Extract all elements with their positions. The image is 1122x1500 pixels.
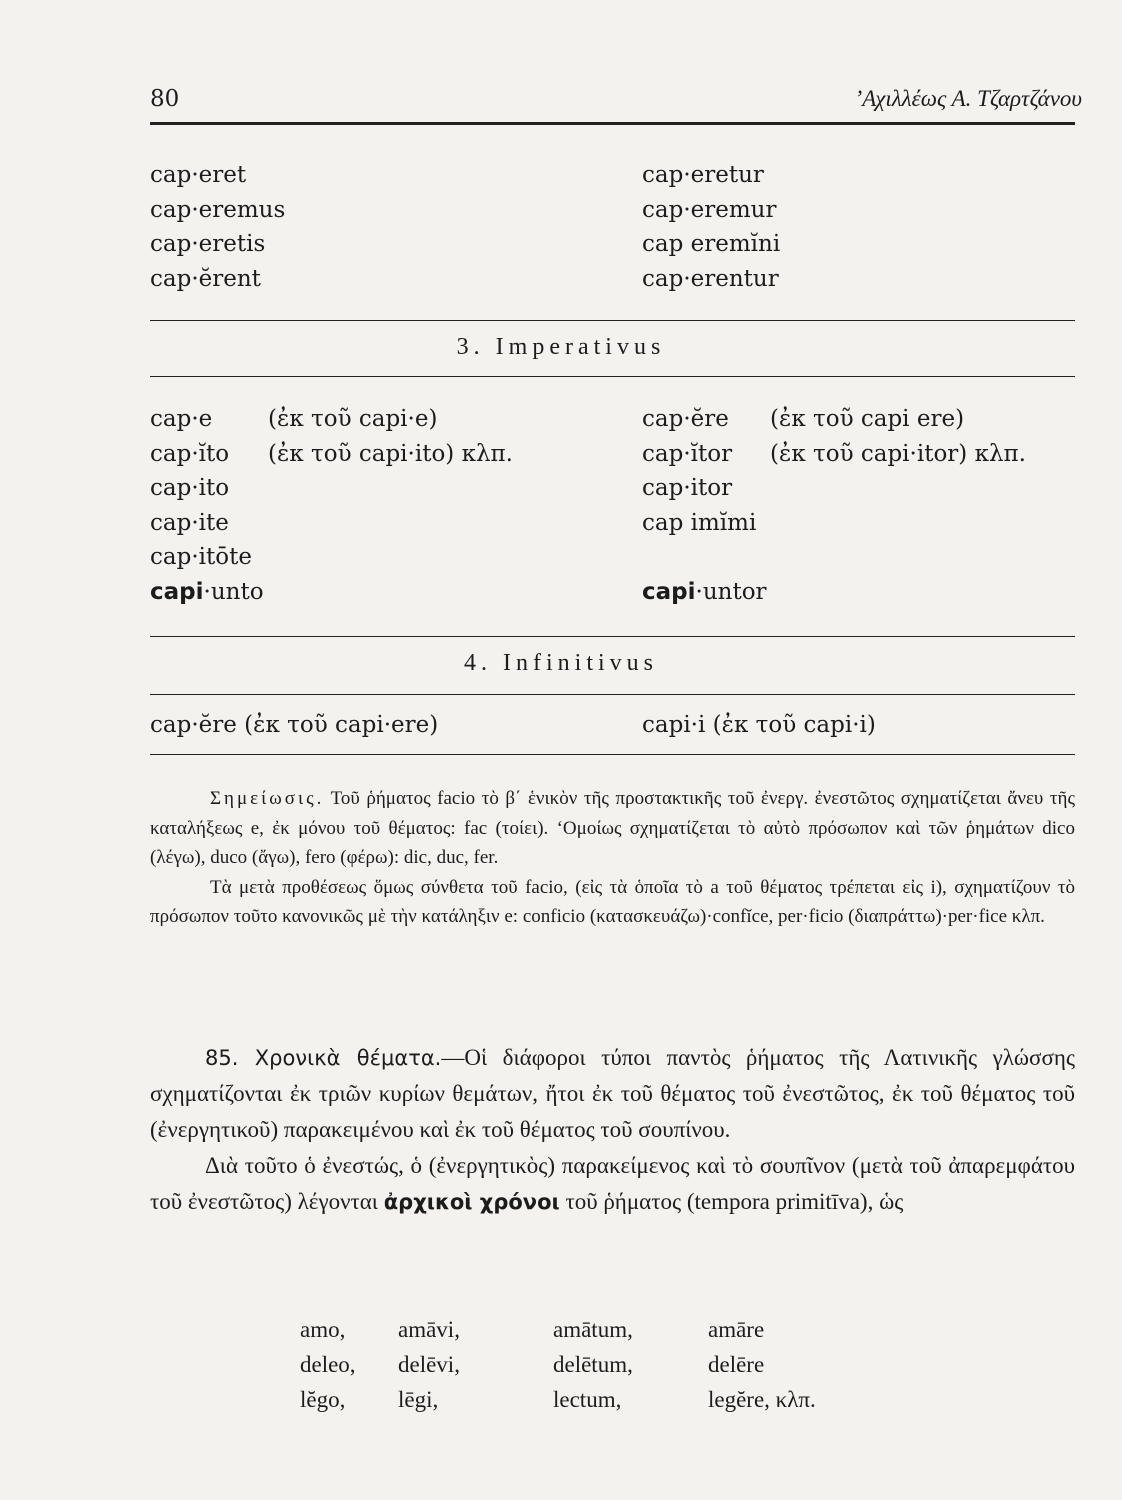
table-cell: amāvi, xyxy=(398,1316,460,1342)
subjunctive-passive-column xyxy=(642,158,780,296)
section-paragraph xyxy=(150,1040,1075,1148)
bold-stem: capi xyxy=(642,578,696,605)
note-text: Τοῦ ῥήματος facio τὸ β΄ ἑνικὸν τῆς προστακτικῆς τοῦ ἐνεργ. ἐνεστῶτος σχηματίζεται ἄνευ τῆς καταλήξεως e, ἐκ μόνου τοῦ θέματος: fac (τοίει). ‘Ομοίως σχηματίζεται τὸ αὐτὸ πρόσωπον καὶ τῶν ῥημάτων dico (λέγω), duco (ἄγω), fero (φέρω): dic, duc, fer. xyxy=(150,788,1075,868)
table-rule xyxy=(150,376,1075,377)
subjunctive-active-column xyxy=(150,158,285,296)
bold-term: ἀρχικοὶ χρόνοι xyxy=(383,1190,560,1214)
form-line: cap eremĭni xyxy=(642,231,781,257)
form-line: cap·erentur xyxy=(642,265,779,292)
section-paragraph xyxy=(150,1148,1075,1220)
running-title: ’Αχιλλέως Α. Τζαρτζάνου xyxy=(854,86,1082,111)
table-rule xyxy=(150,694,1075,695)
paragraph-text: Διὰ τοῦτο ὁ ἐνεστώς, ὁ (ἐνεργητικὸς) παρακείμενος καὶ τὸ σουπῖνον (μετὰ τοῦ ἀπαρεμφάτου τοῦ ἐνεστῶτος) λέγονται xyxy=(150,1153,1075,1214)
form-line: cap imĭmi xyxy=(642,509,757,536)
table-row xyxy=(300,1347,816,1382)
form-line: cap·eretur xyxy=(642,162,764,188)
table-cell: delēre xyxy=(708,1351,765,1377)
section-title-infinitivus: 4. Infinitivus xyxy=(464,650,658,676)
page-number: 80 xyxy=(150,86,180,112)
table-rule xyxy=(150,754,1075,755)
imperativus-passive-forms xyxy=(642,402,767,609)
form-line: cap·ĭtor xyxy=(642,440,733,467)
table-cell: deleo, xyxy=(300,1351,356,1377)
section-85 xyxy=(150,1040,1075,1220)
paragraph-text: τοῦ ῥήματος (tempora primitīva), ὡς xyxy=(565,1189,904,1214)
note-paragraph xyxy=(150,784,1075,873)
form-line: cap·ĕrent xyxy=(150,265,261,292)
form-line: cap·e xyxy=(150,406,213,432)
form-line: cap·itōte xyxy=(150,544,252,570)
imperativus-active-notes xyxy=(268,402,513,471)
note-paragraph xyxy=(150,873,1075,932)
form-line: cap·ĕre (ἐκ τοῦ capi·ere) xyxy=(150,712,439,738)
table-cell: delētum, xyxy=(553,1351,633,1377)
imperativus-passive-notes xyxy=(770,402,1026,471)
ending: ·unto xyxy=(203,578,264,605)
section-heading: 85. Χρονικὰ θέματα. xyxy=(205,1046,442,1070)
table-cell: lectum, xyxy=(553,1386,622,1412)
principal-parts-table xyxy=(300,1312,816,1417)
form-line: cap·eret xyxy=(150,162,247,188)
form-line: cap·eremus xyxy=(150,196,286,223)
header-rule xyxy=(150,122,1075,125)
table-row xyxy=(300,1312,816,1347)
imperativus-active-forms xyxy=(150,402,264,609)
paragraph-text: —Οἱ διάφοροι τύποι παντὸς ῥήματος τῆς Λατινικῆς γλώσσης σχηματίζονται ἐκ τριῶν κυρίων θεμάτων, ἤτοι ἐκ τοῦ θέματος τοῦ ἐνεστῶτος, ἐκ τοῦ θέματος τοῦ (ἐνεργητικοῦ) παρακειμένου καὶ ἐκ τοῦ θέματος τοῦ σουπίνου. xyxy=(150,1045,1075,1142)
section-title-imperativus: 3. Imperativus xyxy=(456,334,666,360)
table-rule xyxy=(150,636,1075,637)
form-note: (ἐκ τοῦ capi·e) xyxy=(268,406,438,432)
ending: ·untor xyxy=(695,578,767,605)
table-cell: amātum, xyxy=(553,1316,633,1342)
table-cell: delēvi, xyxy=(398,1351,460,1377)
form-line: cap·ite xyxy=(150,509,229,536)
form-line: cap·eremur xyxy=(642,196,777,223)
form-line: cap·ĕre xyxy=(642,406,729,432)
table-rule xyxy=(150,320,1075,321)
form-note: (ἐκ τοῦ capi·ito) κλπ. xyxy=(268,440,513,467)
form-line: capi·i (ἐκ τοῦ capi·i) xyxy=(642,712,876,738)
note-block xyxy=(150,784,1075,932)
infinitivus-active xyxy=(150,708,438,743)
table-cell: amāre xyxy=(708,1316,765,1342)
table-cell: lēgi, xyxy=(398,1386,439,1412)
bold-stem: capi xyxy=(150,578,204,605)
note-label: Σημείωσις. xyxy=(210,788,325,809)
table-cell: legĕre, κλπ. xyxy=(708,1386,816,1412)
infinitivus-passive xyxy=(642,708,876,743)
form-line: cap·ĭto xyxy=(150,440,230,467)
note-text: Τὰ μετὰ προθέσεως ὅμως σύνθετα τοῦ facio, (εἰς τὰ ὁποῖα τὸ a τοῦ θέματος τρέπεται εἰς i), σχηματίζουν τὸ πρόσωπον τοῦτο κανονικῶς μὲ τὴν κατάληξιν e: conficio (κατασκευάζω)·confĭce, per·ficio (διαπράττω)·per·fice κλπ. xyxy=(150,876,1075,927)
form-line xyxy=(150,575,264,610)
table-cell: lĕgo, xyxy=(300,1386,346,1412)
form-line: cap·ito xyxy=(150,475,230,501)
form-note: (ἐκ τοῦ capi·itor) κλπ. xyxy=(770,440,1026,467)
form-line: cap·itor xyxy=(642,475,733,501)
form-note: (ἐκ τοῦ capi ere) xyxy=(770,406,965,432)
form-line: cap·eretis xyxy=(150,231,266,257)
form-line xyxy=(642,575,767,610)
table-row xyxy=(300,1382,816,1417)
table-cell: amo, xyxy=(300,1316,346,1342)
